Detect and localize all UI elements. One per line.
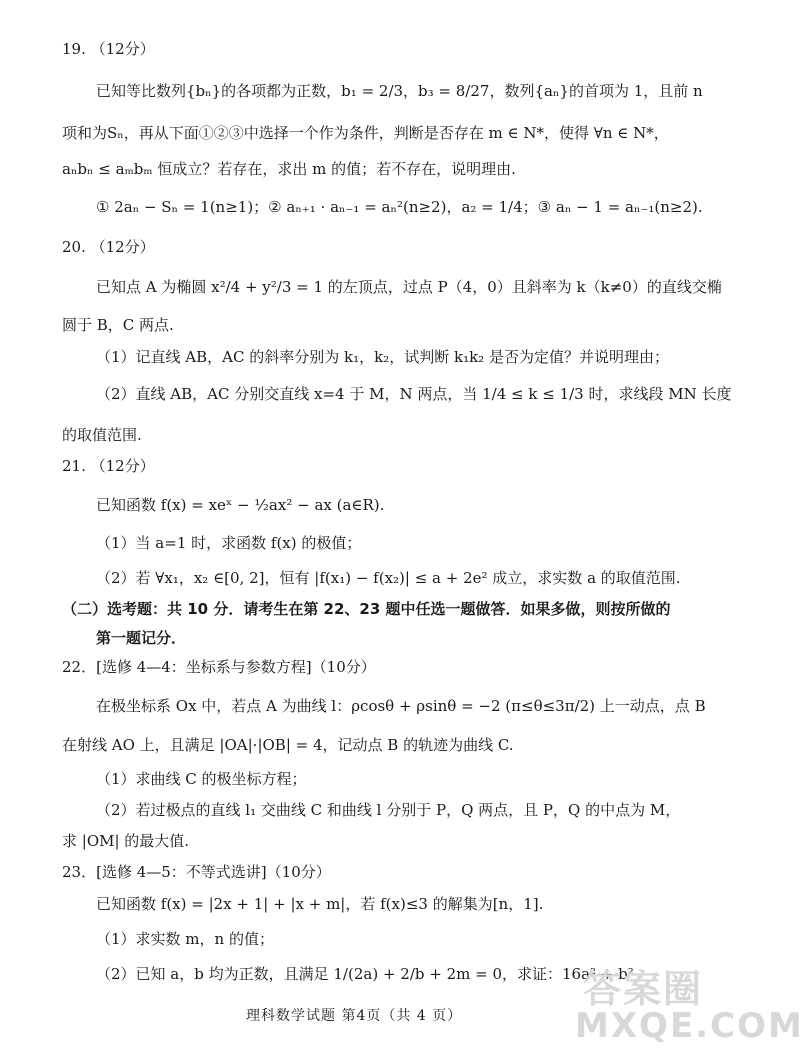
q20-part2b: 的取值范围.: [62, 426, 142, 444]
q19-line2: 项和为Sₙ，再从下面①②③中选择一个作为条件，判断是否存在 m ∈ N*，使得 ∀n ∈ N*，: [62, 124, 669, 142]
q23-part1: （1）求实数 m，n 的值；: [96, 930, 274, 948]
q19-line3: aₙbₙ ≤ aₘbₘ 恒成立？若存在，求出 m 的值；若不存在，说明理由.: [62, 160, 516, 178]
q19-number: 19. （12分）: [62, 40, 155, 58]
q19-conditions: ① 2aₙ − Sₙ = 1(n≥1)；② aₙ₊₁ · aₙ₋₁ = aₙ²(n≥2)，a₂ = 1/4；③ aₙ − 1 = aₙ₋₁(n≥2).: [96, 198, 703, 216]
section2-line2: 第一题记分．: [96, 629, 187, 647]
q20-line2: 圆于 B，C 两点.: [62, 316, 174, 334]
q23-line1: 已知函数 f(x) = |2x + 1| + |x + m|，若 f(x)≤3 的解集为[n，1].: [96, 895, 544, 913]
q22-part1: （1）求曲线 C 的极坐标方程；: [96, 770, 307, 788]
q22-number: 22．[选修 4—4：坐标系与参数方程]（10分）: [62, 658, 376, 676]
watermark-bottom-text: MXQE.COM: [575, 1006, 804, 1046]
q22-line2: 在射线 AO 上，且满足 |OA|·|OB| = 4，记动点 B 的轨迹为曲线 C.: [62, 736, 514, 754]
q20-part1: （1）记直线 AB，AC 的斜率分别为 k₁，k₂，试判断 k₁k₂ 是否为定值？并说明理由；: [96, 348, 669, 366]
q23-number: 23．[选修 4—5：不等式选讲]（10分）: [62, 863, 331, 881]
q21-number: 21. （12分）: [62, 457, 155, 475]
q21-part1: （1）当 a=1 时，求函数 f(x) 的极值；: [96, 534, 362, 552]
watermark-top-text: 答案圈: [583, 967, 704, 1011]
q20-number: 20. （12分）: [62, 238, 155, 256]
q22-line1: 在极坐标系 Ox 中，若点 A 为曲线 l：ρcosθ + ρsinθ = −2 (π≤θ≤3π/2) 上一动点，点 B: [96, 697, 706, 715]
watermark-logo: [575, 958, 804, 1046]
q21-part2: （2）若 ∀x₁，x₂ ∈[0, 2]，恒有 |f(x₁) − f(x₂)| ≤ a + 2e² 成立，求实数 a 的取值范围.: [96, 569, 681, 587]
page-footer: 理科数学试题 第4页（共 4 页）: [246, 1008, 463, 1024]
q20-line1: 已知点 A 为椭圆 x²/4 + y²/3 = 1 的左顶点，过点 P（4，0）且斜率为 k（k≠0）的直线交椭: [96, 278, 722, 296]
q23-part2: （2）已知 a，b 均为正数，且满足 1/(2a) + 2/b + 2m = 0，求证：16a² + b²: [96, 965, 634, 983]
q22-part2a: （2）若过极点的直线 l₁ 交曲线 C 和曲线 l 分别于 P，Q 两点，且 P，Q 的中点为 M，: [96, 801, 681, 819]
section2-line1: （二）选考题：共 10 分．请考生在第 22、23 题中任选一题做答．如果多做，则按所做的: [62, 600, 671, 618]
q20-part2a: （2）直线 AB，AC 分别交直线 x=4 于 M，N 两点，当 1/4 ≤ k ≤ 1/3 时，求线段 MN 长度: [96, 385, 732, 403]
q22-part2b: 求 |OM| 的最大值.: [62, 832, 190, 850]
q19-line1: 已知等比数列{bₙ}的各项都为正数，b₁ = 2/3，b₃ = 8/27，数列{aₙ}的首项为 1，且前 n: [96, 82, 703, 100]
q21-line1: 已知函数 f(x) = xeˣ − ½ax² − ax (a∈R).: [96, 496, 385, 514]
